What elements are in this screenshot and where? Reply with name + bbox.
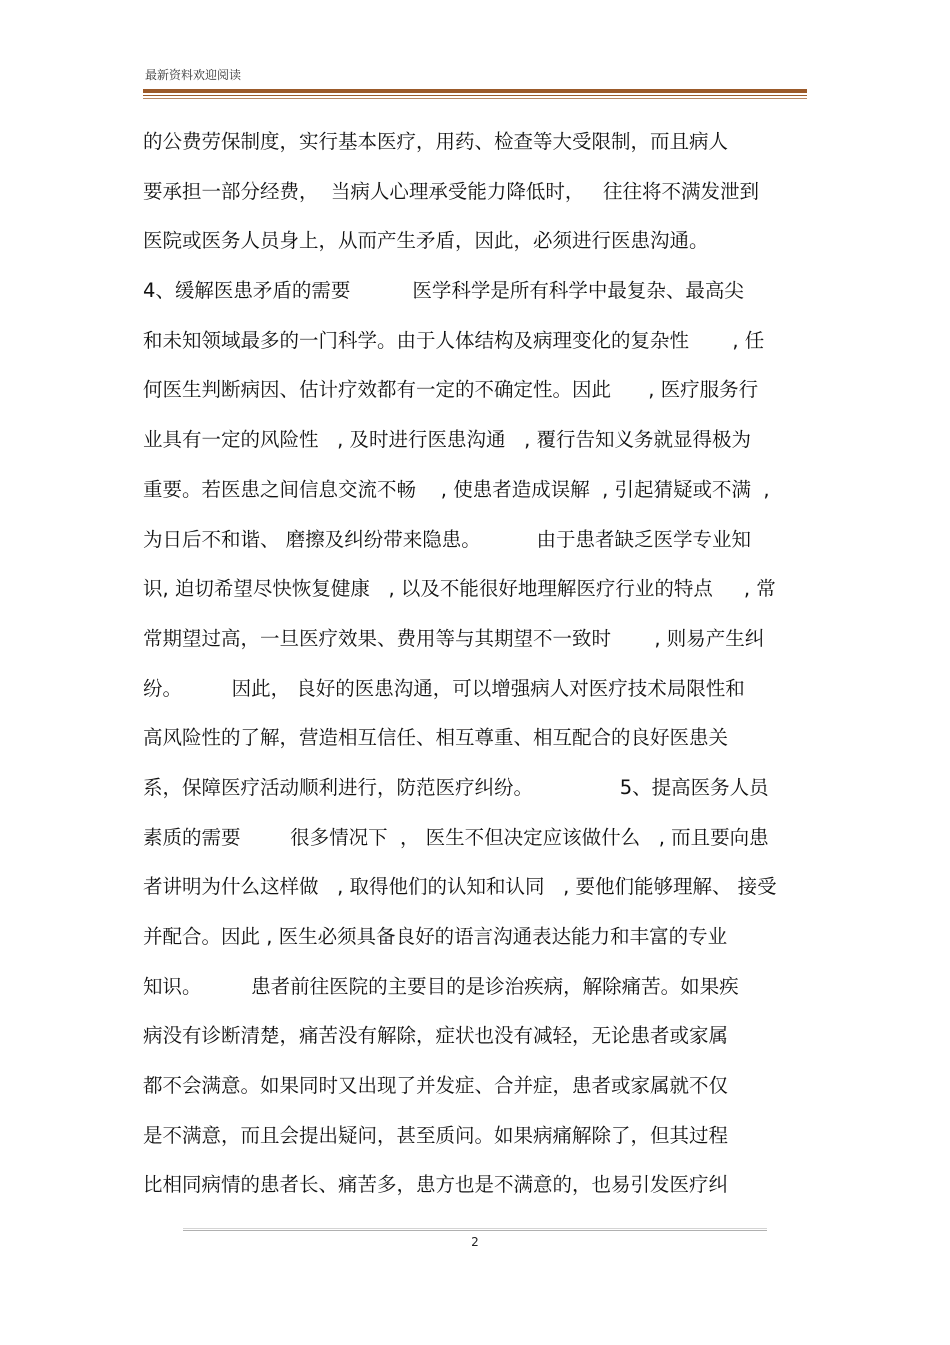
body-line: 识, 迫切希望尽快恢复健康 , 以及不能很好地理解医疗行业的特点 , 常 (143, 577, 776, 601)
body-line: 并配合。因此 , 医生必须具备良好的语言沟通表达能力和丰富的专业 (143, 925, 728, 948)
body-line: 为日后不和谐、 磨擦及纠纷带来隐患。 由于患者缺乏医学专业知 (143, 527, 751, 551)
body-line: 素质的需要 很多情况下 ， 医生不但决定应该做什么 , 而且要向患 (143, 825, 769, 849)
body-line: 要承担一部分经费， 当病人心理承受能力降低时， 往往将不满发泄到 (143, 179, 759, 203)
body-line: 高风险性的了解，营造相互信任、相互尊重、相互配合的良好医患关 (143, 726, 729, 750)
body-line: 纷。 因此， 良好的医患沟通，可以增强病人对医疗技术局限性和 (143, 676, 745, 700)
body-line: 何医生判断病因、估计疗效都有一定的不确定性。因此 , 医疗服务行 (143, 378, 759, 402)
header-rule-thin-lower (143, 98, 807, 99)
body-line: 都不会满意。如果同时又出现了并发症、合并症，患者或家属就不仅 (143, 1074, 729, 1098)
body-line: 业具有一定的风险性 , 及时进行医患沟通 , 覆行告知义务就显得极为 (143, 428, 751, 452)
body-line: 系，保障医疗活动顺利进行，防范医疗纠纷。 5、提高医务人员 (143, 775, 769, 799)
body-line: 和未知领域最多的一门科学。由于人体结构及病理变化的复杂性 , 任 (143, 328, 765, 352)
body-line: 病没有诊断清楚，痛苦没有解除，症状也没有减轻，无论患者或家属 (143, 1024, 729, 1048)
footer-rule (183, 1228, 767, 1231)
body-line: 是不满意，而且会提出疑问，甚至质问。如果病痛解除了，但其过程 (143, 1123, 729, 1147)
body-line: 比相同病情的患者长、痛苦多，患方也是不满意的，也易引发医疗纠 (143, 1173, 729, 1197)
header-rule-thin (143, 95, 807, 96)
body-line: 的公费劳保制度，实行基本医疗，用药、检查等大受限制，而且病人 (143, 130, 729, 153)
body-line: 常期望过高，一旦医疗效果、费用等与其期望不一致时 , 则易产生纠 (143, 626, 765, 650)
body-line: 重要。若医患之间信息交流不畅 , 使患者造成误解 , 引起猜疑或不满 , (143, 477, 770, 501)
page-header-text: 最新资料欢迎阅读 (145, 68, 242, 82)
body-line: 4、缓解医患矛盾的需要 医学科学是所有科学中最复杂、最高尖 (143, 279, 744, 303)
document-body (143, 127, 807, 1220)
body-line: 知识。 患者前往医院的主要目的是诊治疾病，解除痛苦。如果疾 (143, 974, 739, 998)
page-number: 2 (471, 1235, 479, 1249)
header-rule-thick (143, 89, 807, 93)
body-line: 者讲明为什么这样做 , 取得他们的认知和认同 , 要他们能够理解、 接受 (143, 875, 777, 899)
body-line: 医院或医务人员身上，从而产生矛盾，因此，必须进行医患沟通。 (143, 229, 709, 253)
